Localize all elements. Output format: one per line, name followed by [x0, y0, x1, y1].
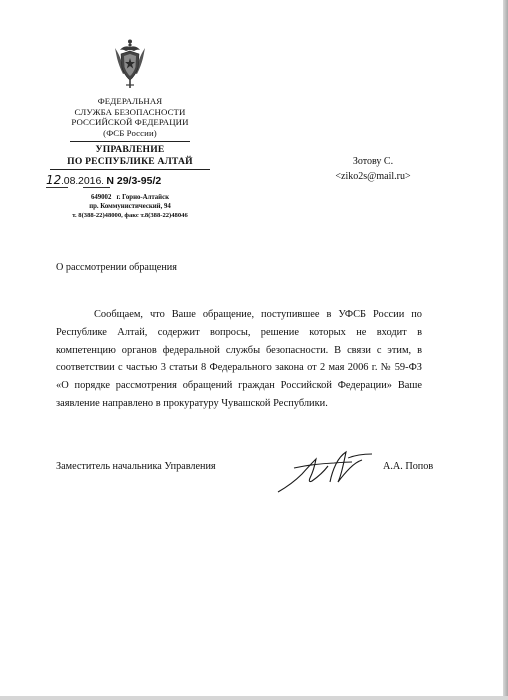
org-name: [62, 96, 198, 138]
unit-divider: [50, 169, 210, 170]
recipient-email: <ziko2s@mail.ru>: [335, 171, 411, 182]
signatory-title: Заместитель начальника Управления: [56, 461, 216, 472]
scan-edge: [503, 0, 508, 700]
reg-day: 12: [46, 173, 62, 187]
recipient-name: Зотову С.: [352, 156, 394, 167]
reg-number: N 29/3-95/2: [106, 175, 162, 187]
recipient-block: [318, 154, 428, 184]
signatory-name: А.А. Попов: [383, 461, 434, 472]
org-line: ФЕДЕРАЛЬНАЯ: [97, 96, 163, 106]
letter-subject: О рассмотрении обращения: [56, 262, 177, 273]
letterhead-divider: [70, 141, 190, 142]
phone-fax: т. 8(388-22)48000, факс т.8(388-22)48046: [72, 212, 188, 219]
reg-day-underline: [46, 187, 68, 188]
registration-line: 12.08.2016. N 29/3-95/2: [46, 173, 162, 187]
address-line: 649002 г. Горно-Алтайск: [90, 194, 170, 201]
handwritten-signature: [272, 448, 384, 496]
fsb-emblem-icon: [113, 38, 147, 90]
address: [52, 194, 208, 211]
letter-body: Сообщаем, что Ваше обращение, поступившее в УФСБ России по Республике Алтай, содержит вопросы, решение которых не входит в компетенцию органов федеральной службы безопасности. В связи с этим, в соответствии с частью 3 статьи 8 Федерального закона от 2 мая 2006 г. № 59-ФЗ «О порядке рассмотрения обращений граждан Российской Федерации» Ваше заявление направлено в прокуратуру Чувашской Республики.: [56, 309, 422, 409]
org-line: СЛУЖБА БЕЗОПАСНОСТИ: [74, 106, 186, 117]
org-line: РОССИЙСКОЙ ФЕДЕРАЦИИ: [71, 117, 189, 128]
unit-line: ПО РЕСПУБЛИКЕ АЛТАЙ: [67, 155, 193, 167]
reg-year-underline: [83, 187, 110, 188]
scan-edge: [0, 696, 508, 700]
reg-month: 08: [63, 175, 76, 187]
reg-year: 2016: [78, 175, 102, 187]
org-line: (ФСБ России): [103, 127, 157, 138]
unit-name: [48, 144, 212, 167]
address-line: пр. Коммунистический, 94: [89, 202, 171, 210]
unit-line: УПРАВЛЕНИЕ: [95, 144, 165, 155]
